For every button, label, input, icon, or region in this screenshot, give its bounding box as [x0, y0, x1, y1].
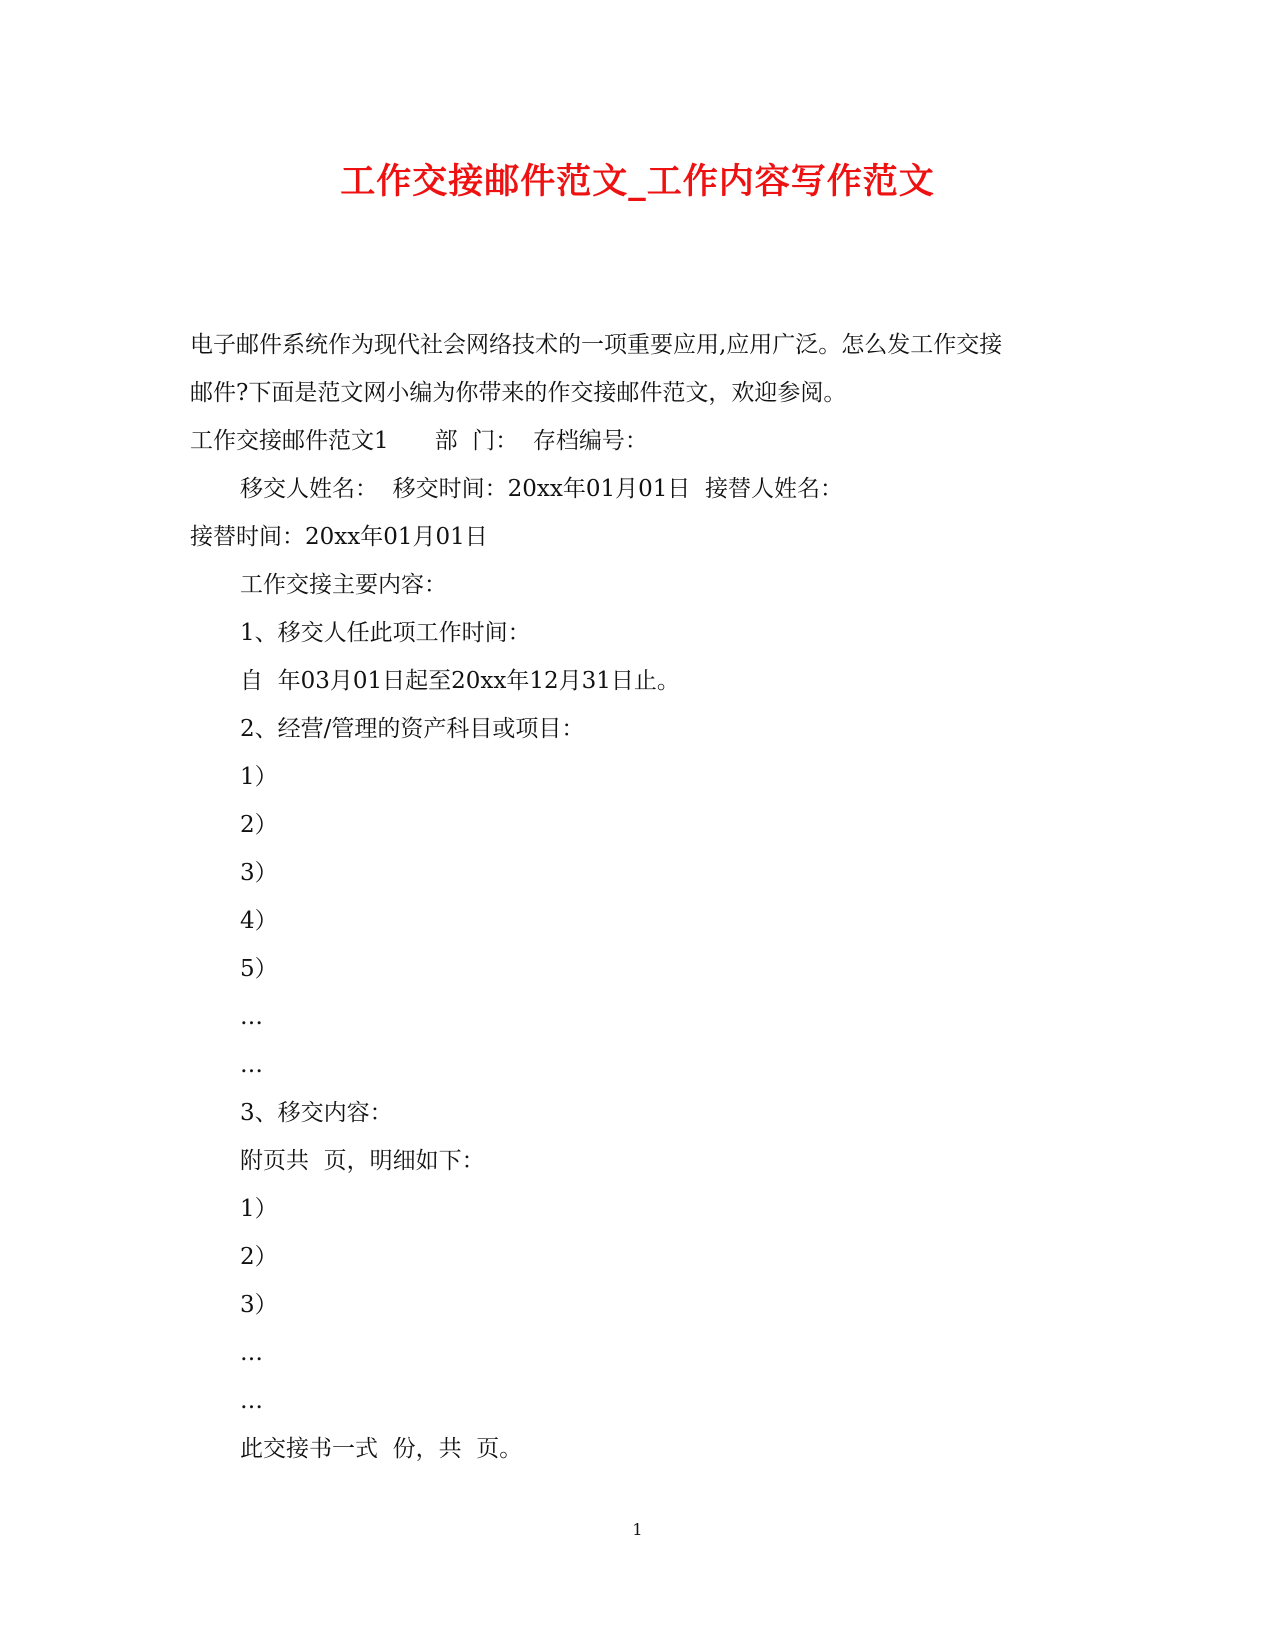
ellipsis-line: …: [240, 1052, 263, 1078]
list-item: 2）: [240, 812, 278, 838]
ellipsis-line: …: [240, 1004, 263, 1030]
list-item: 3）: [240, 1292, 278, 1318]
attachment-line: 附页共 页，明细如下：: [240, 1148, 485, 1174]
intro-line-1: 电子邮件系统作为现代社会网络技术的一项重要应用,应用广泛。怎么发工作交接: [190, 332, 1003, 358]
takeover-time-line: 接替时间：20xx年01月01日: [190, 524, 488, 550]
document-title: 工作交接邮件范文_工作内容写作范文: [340, 161, 935, 202]
list-item: 2）: [240, 1244, 278, 1270]
section-1-period: 自 年03月01日起至20xx年12月31日止。: [240, 668, 680, 694]
list-item: 3）: [240, 860, 278, 886]
list-item: 1）: [240, 1196, 278, 1222]
list-item: 4）: [240, 908, 278, 934]
form-header-line: 工作交接邮件范文1 部 门： 存档编号：: [190, 428, 648, 454]
ellipsis-line: …: [240, 1388, 263, 1414]
list-item: 5）: [240, 956, 278, 982]
page-number: 1: [632, 1520, 643, 1539]
closing-line: 此交接书一式 份，共 页。: [240, 1436, 523, 1462]
list-item: 1）: [240, 764, 278, 790]
intro-line-2: 邮件?下面是范文网小编为你带来的作交接邮件范文，欢迎参阅。: [190, 380, 847, 406]
ellipsis-line: …: [240, 1340, 263, 1366]
section-3-heading: 3、移交内容：: [240, 1100, 393, 1126]
section-2-heading: 2、经营/管理的资产科目或项目：: [240, 716, 585, 742]
handover-person-line: 移交人姓名： 移交时间：20xx年01月01日 接替人姓名：: [240, 476, 843, 502]
main-content-heading: 工作交接主要内容：: [240, 572, 447, 598]
section-1-heading: 1、移交人任此项工作时间：: [240, 620, 531, 646]
